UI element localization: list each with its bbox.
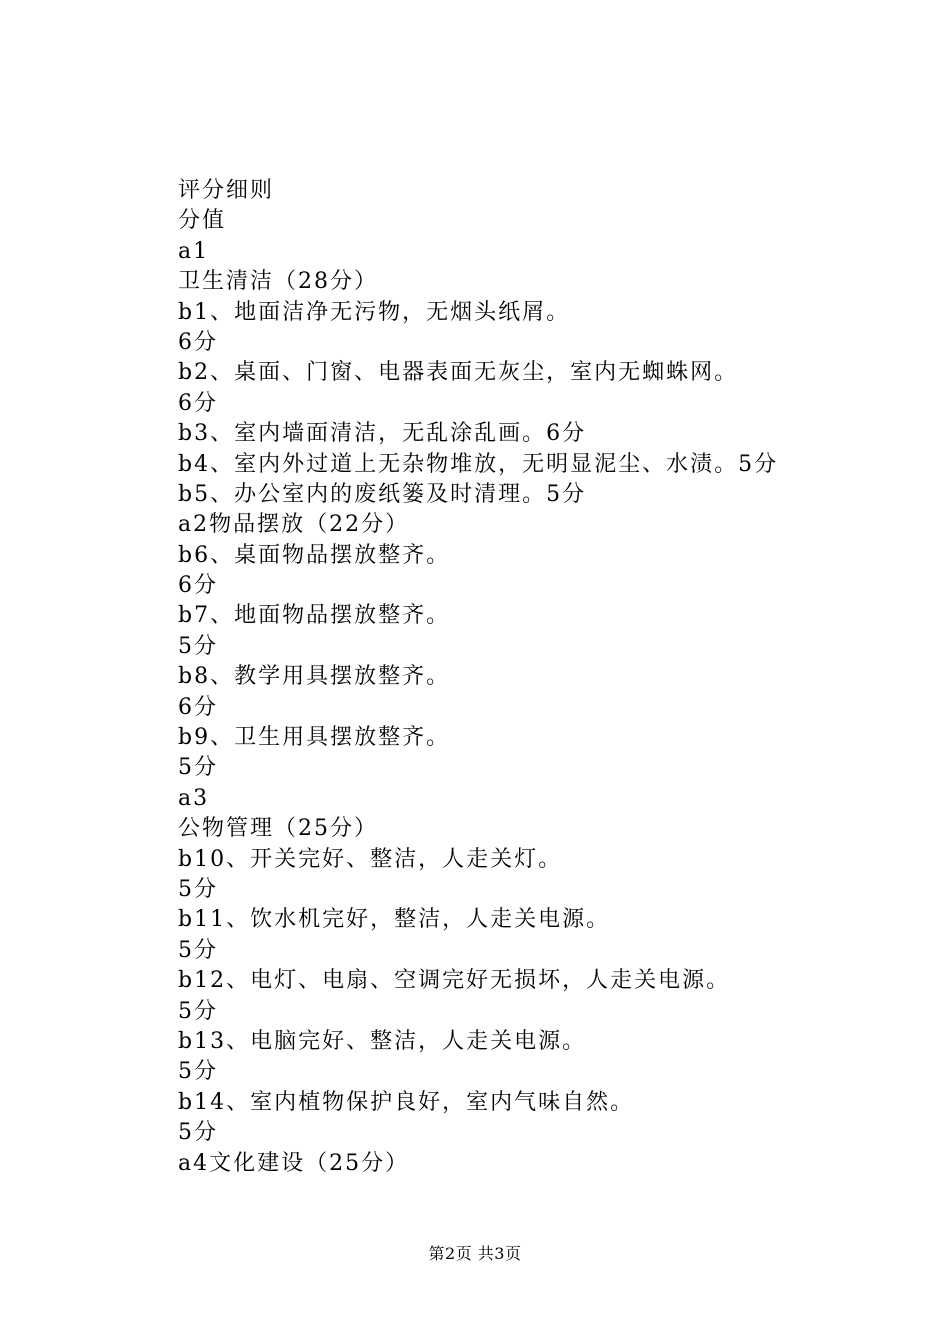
line-section-a2: a2物品摆放（22分） — [178, 512, 410, 538]
line-item-b14: b14、室内植物保护良好，室内气味自然。 — [178, 1089, 635, 1115]
line-item-b10: b10、开关完好、整洁，人走关灯。 — [178, 846, 563, 872]
line-item-b8: b8、教学用具摆放整齐。 — [178, 664, 451, 690]
line-section-a1-title: 卫生清洁（28分） — [178, 269, 378, 295]
line-item-b6-score: 6分 — [178, 573, 218, 599]
line-item-b2: b2、桌面、门窗、电器表面无灰尘，室内无蜘蛛网。 — [178, 360, 739, 386]
line-item-b14-score: 5分 — [178, 1120, 218, 1146]
page-number-text: 第2页 共3页 — [428, 1244, 522, 1263]
line-item-b4: b4、室内外过道上无杂物堆放，无明显泥尘、水渍。5分 — [178, 451, 779, 477]
line-section-a3-code: a3 — [178, 785, 210, 811]
page-footer — [0, 1242, 950, 1266]
line-item-b12: b12、电灯、电扇、空调完好无损坏，人走关电源。 — [178, 968, 731, 994]
line-item-b8-score: 6分 — [178, 694, 218, 720]
line-item-b11: b11、饮水机完好，整洁，人走关电源。 — [178, 907, 611, 933]
line-item-b5: b5、办公室内的废纸篓及时清理。5分 — [178, 481, 587, 507]
line-item-b6: b6、桌面物品摆放整齐。 — [178, 542, 451, 568]
line-heading-scoring-rules: 评分细则 — [178, 178, 275, 203]
line-item-b11-score: 5分 — [178, 937, 218, 963]
line-item-b3: b3、室内墙面清洁，无乱涂乱画。6分 — [178, 421, 587, 447]
line-item-b2-score: 6分 — [178, 390, 218, 416]
line-section-a1-code: a1 — [178, 238, 210, 264]
line-item-b1: b1、地面洁净无污物，无烟头纸屑。 — [178, 299, 571, 325]
line-item-b12-score: 5分 — [178, 998, 218, 1024]
line-item-b9-score: 5分 — [178, 755, 218, 781]
line-heading-score: 分值 — [178, 208, 227, 234]
line-item-b13: b13、电脑完好、整洁，人走关电源。 — [178, 1028, 587, 1054]
line-item-b13-score: 5分 — [178, 1059, 218, 1085]
line-section-a4: a4文化建设（25分） — [178, 1150, 410, 1176]
line-item-b9: b9、卫生用具摆放整齐。 — [178, 725, 451, 751]
line-item-b1-score: 6分 — [178, 329, 218, 355]
document-body — [178, 176, 878, 1179]
line-item-b10-score: 5分 — [178, 876, 218, 902]
line-item-b7: b7、地面物品摆放整齐。 — [178, 603, 451, 629]
line-item-b7-score: 5分 — [178, 633, 218, 659]
line-section-a3-title: 公物管理（25分） — [178, 816, 378, 842]
